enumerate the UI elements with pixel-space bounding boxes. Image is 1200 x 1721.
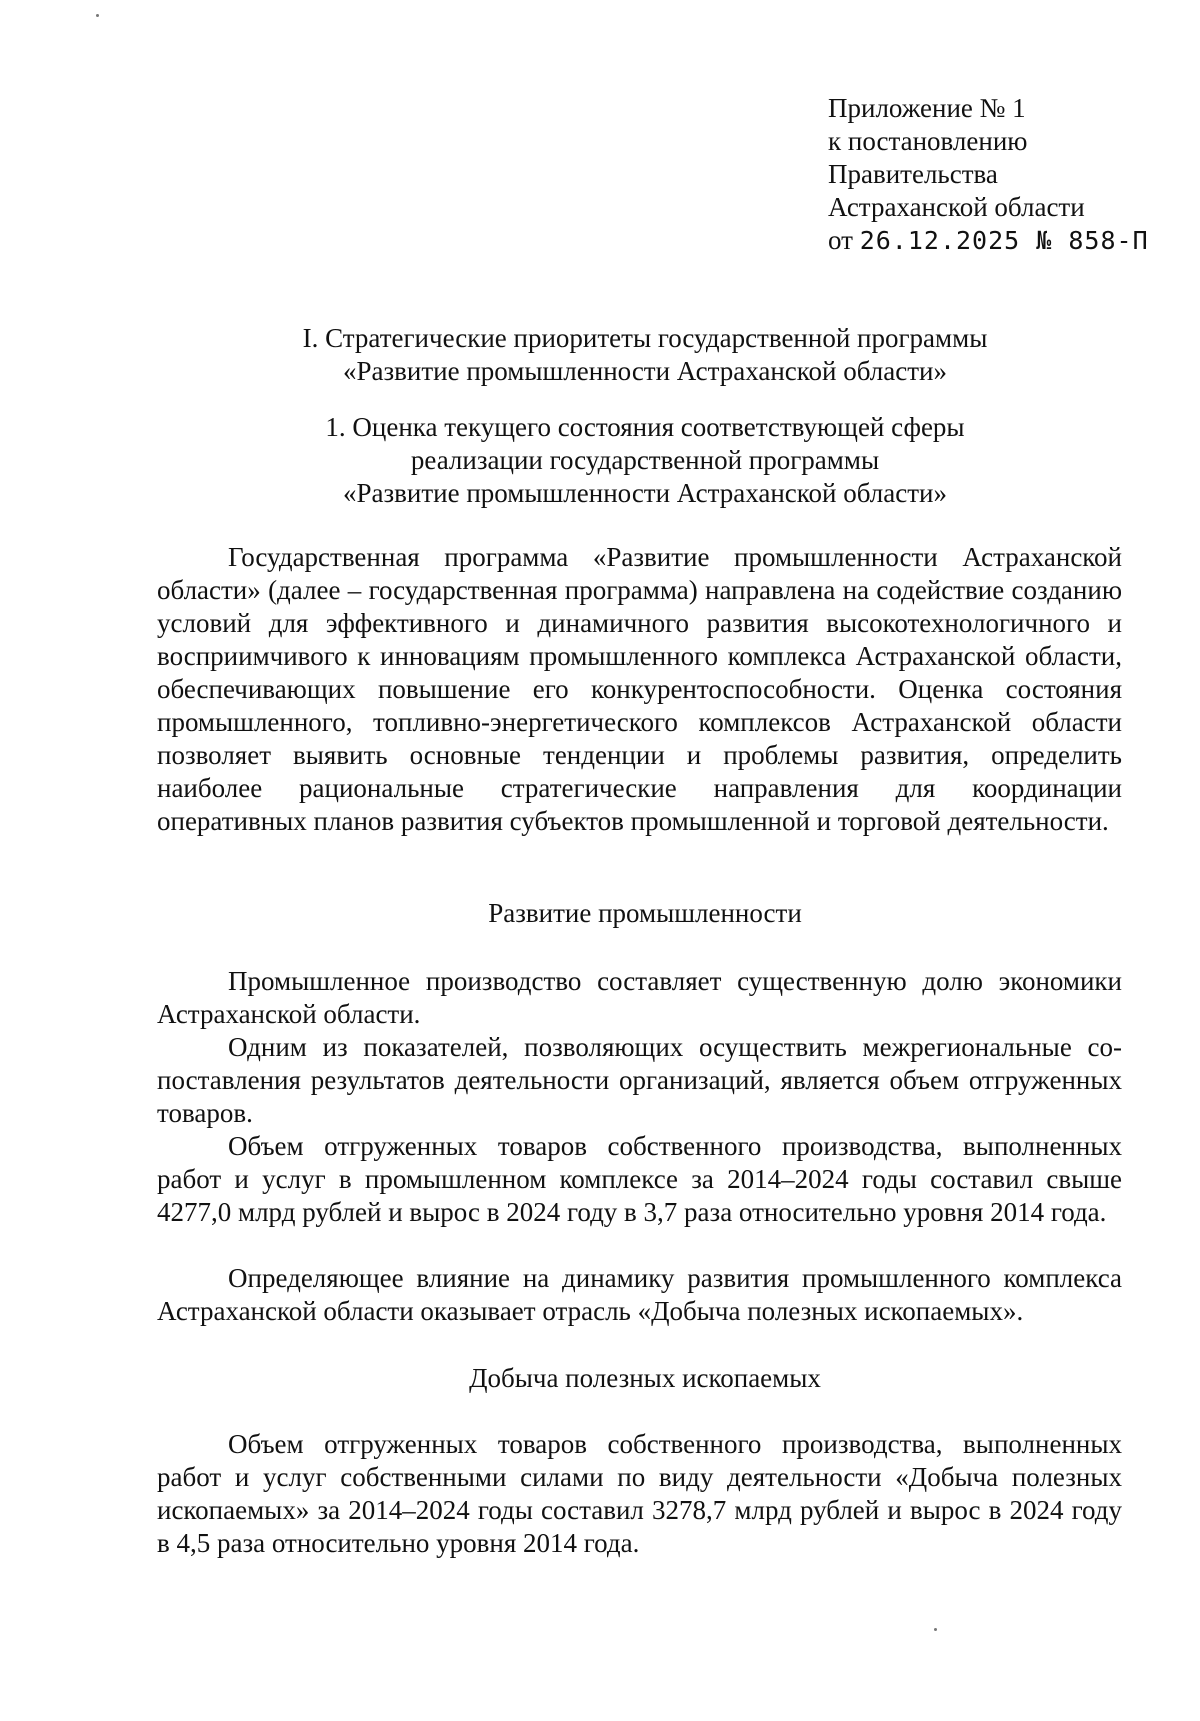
industry-paragraph-3: Объем отгруженных товаров собственного производства, выполненных работ и услуг в промышленном комплексе за 2014–2024 годы составил свыше 4277,0 млрд рублей и вырос в 2024 году в 3,7 раза относительно уровня 2014 года.	[157, 1131, 1122, 1227]
subheading-mining: Добыча полезных ископаемых	[469, 1363, 821, 1393]
appendix-line-government: Правительства	[828, 159, 998, 189]
scan-speck	[96, 14, 99, 17]
appendix-date-line	[828, 224, 1149, 257]
main-heading	[140, 322, 1150, 388]
appendix-block	[828, 92, 1149, 257]
industry-paragraph-1: Промышленное производство составляет существенную долю экономики Астраханской области.	[157, 966, 1122, 1029]
subheading-industry: Развитие промышленности	[488, 898, 802, 928]
main-heading-line-1: I. Стратегические приоритеты государственной программы	[302, 323, 988, 353]
appendix-date-number: 26.12.2025 № 858-П	[859, 226, 1149, 255]
appendix-date-prefix: от	[828, 225, 853, 255]
appendix-line-region: Астраханской области	[828, 192, 1085, 222]
section-heading-line-3: «Развитие промышленности Астраханской области»	[343, 478, 947, 508]
scan-speck	[934, 1628, 937, 1631]
section-heading-line-1: 1. Оценка текущего состояния соответствующей сферы	[325, 412, 965, 442]
mining-paragraph: Объем отгруженных товаров собственного производства, выполненных работ и услуг собственными силами по виду деятельности «Добыча полезных ископаемых» за 2014–2024 годы составил 3278,7 млрд рублей и вырос в 2024 году в 4,5 раза относительно уровня 2014 года.	[157, 1429, 1122, 1558]
industry-paragraph-4: Определяющее влияние на динамику развития промышленного комплекса Астраханской области оказывает отрасль «Добыча полезных ископаемых».	[157, 1263, 1122, 1326]
industry-paragraph-2: Одним из показателей, позволяющих осуществить межрегиональные сопоставления результатов деятельности организаций, является объем отгруженных товаров.	[157, 1032, 1122, 1128]
appendix-title: Приложение № 1	[828, 93, 1026, 123]
section-heading	[140, 411, 1150, 510]
intro-paragraph: Государственная программа «Развитие промышленности Астраханской области» (далее – государственная программа) направлена на содействие созданию условий для эффективного и динамичного развития высокотехнологичного и восприимчивого к инновациям промышленного комплекса Астраханской области, обеспечивающих повышение его конкурентоспособности. Оценка состояния промышленного, топливно-энергетического комплексов Астраханской области позволяет выявить основные тенденции и проблемы развития, определить наиболее рациональные стратегические направления для координации оперативных планов развития субъектов промышленной и торговой деятельности.	[157, 542, 1122, 836]
section-heading-line-2: реализации государственной программы	[410, 445, 880, 475]
main-heading-line-2: «Развитие промышленности Астраханской области»	[343, 356, 947, 386]
appendix-line-resolution: к постановлению	[828, 126, 1028, 156]
